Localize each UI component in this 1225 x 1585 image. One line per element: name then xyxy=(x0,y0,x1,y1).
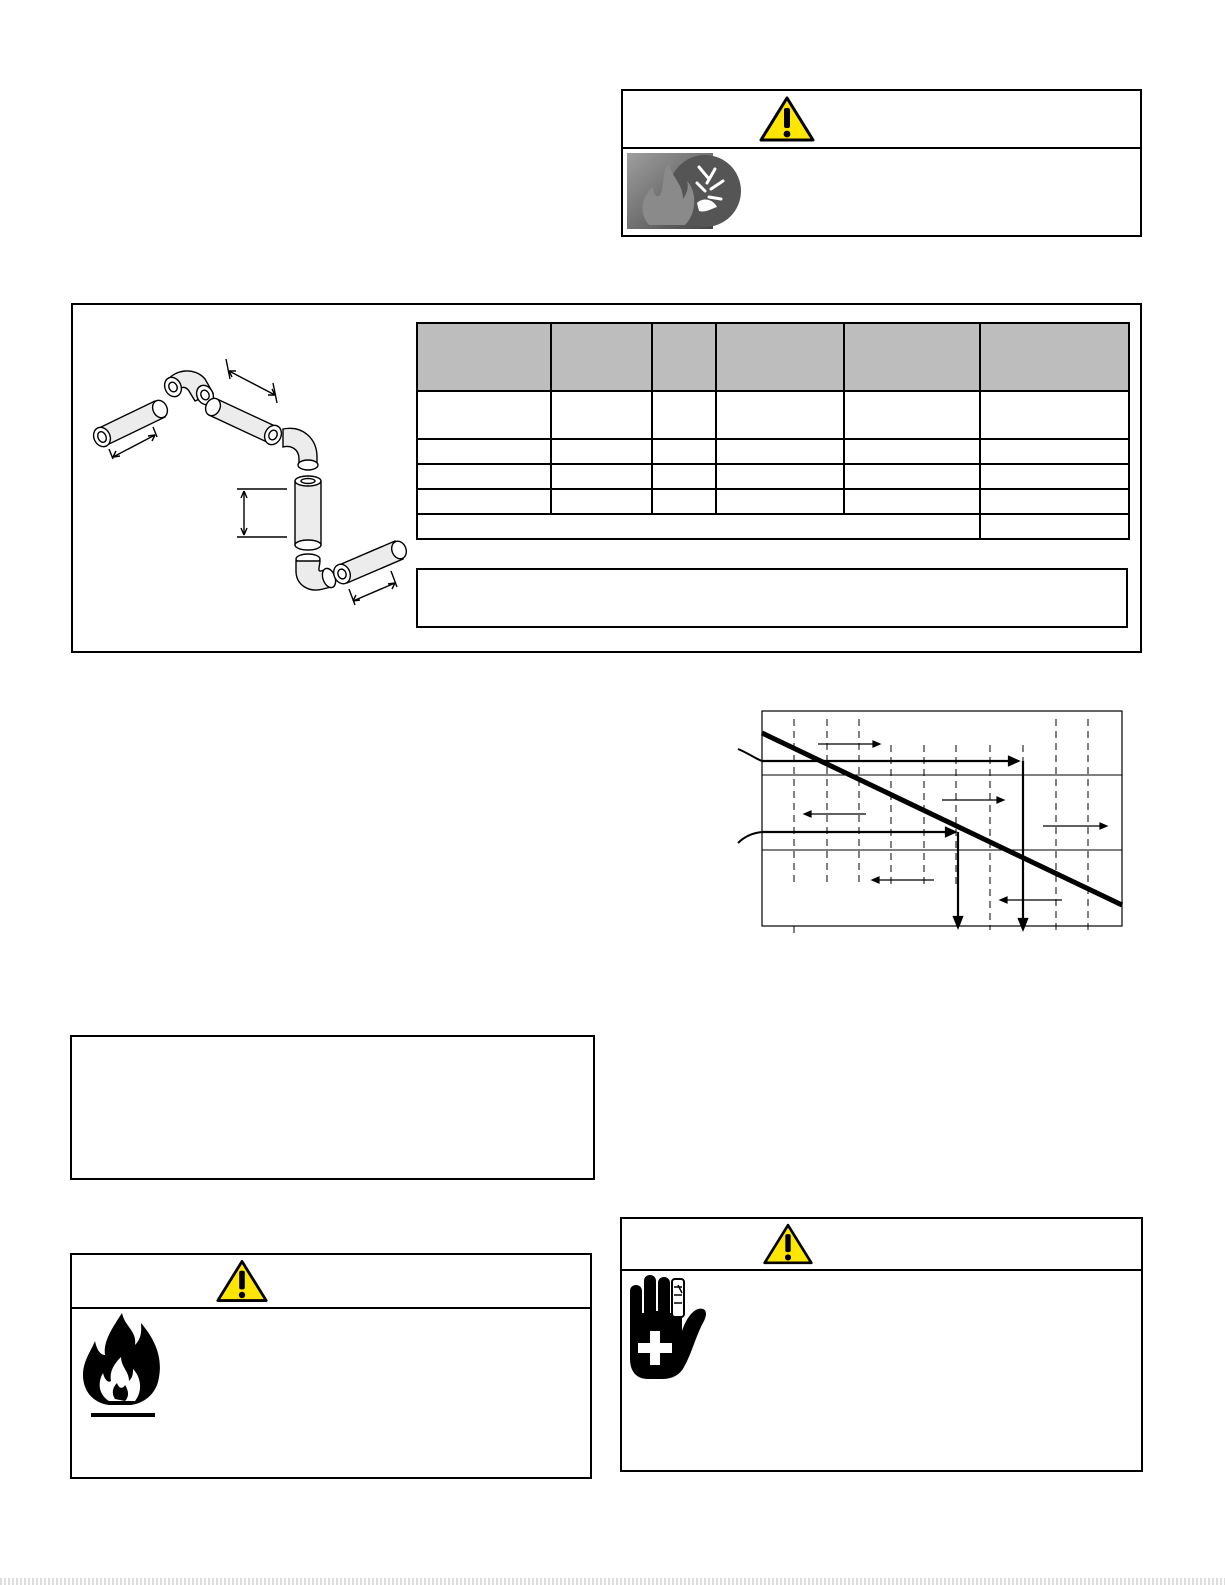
vent-sizing-chart xyxy=(730,705,1130,935)
note-box xyxy=(70,1035,595,1180)
table-header-cell xyxy=(980,323,1129,391)
table-header-cell xyxy=(716,323,844,391)
warning-header xyxy=(623,91,1140,149)
table-header-cell xyxy=(844,323,980,391)
table-header-cell xyxy=(417,323,551,391)
table-header-row xyxy=(417,323,1129,391)
chart-series-line xyxy=(762,733,1122,905)
warning-header xyxy=(72,1255,590,1309)
fire-warning-box xyxy=(70,1253,592,1479)
table-header-cell xyxy=(551,323,652,391)
table-note-box xyxy=(416,568,1128,628)
table-total-row xyxy=(417,514,1129,539)
chart-leader-bottom xyxy=(738,832,762,843)
hand-warning-box xyxy=(620,1217,1143,1472)
vent-sizing-table xyxy=(416,322,1130,540)
warning-triangle-icon xyxy=(758,95,816,143)
table-row xyxy=(417,391,1129,439)
hand-first-aid-icon xyxy=(626,1273,708,1385)
warning-triangle-icon xyxy=(762,1222,814,1266)
vent-configuration-box xyxy=(71,303,1142,653)
table-row xyxy=(417,489,1129,514)
table-row xyxy=(417,464,1129,489)
chart-gridlines xyxy=(794,719,1088,930)
table-row xyxy=(417,439,1129,464)
vent-pipe-assembly-diagram xyxy=(77,309,417,629)
warning-header xyxy=(622,1219,1141,1271)
hot-surface-burn-icon xyxy=(627,153,745,229)
page-bottom-edge xyxy=(0,1578,1225,1585)
table-header-cell xyxy=(652,323,716,391)
burn-warning-box xyxy=(621,89,1142,237)
warning-triangle-icon xyxy=(215,1258,269,1304)
chart-leader-top xyxy=(738,749,762,761)
flame-icon xyxy=(79,1311,165,1423)
